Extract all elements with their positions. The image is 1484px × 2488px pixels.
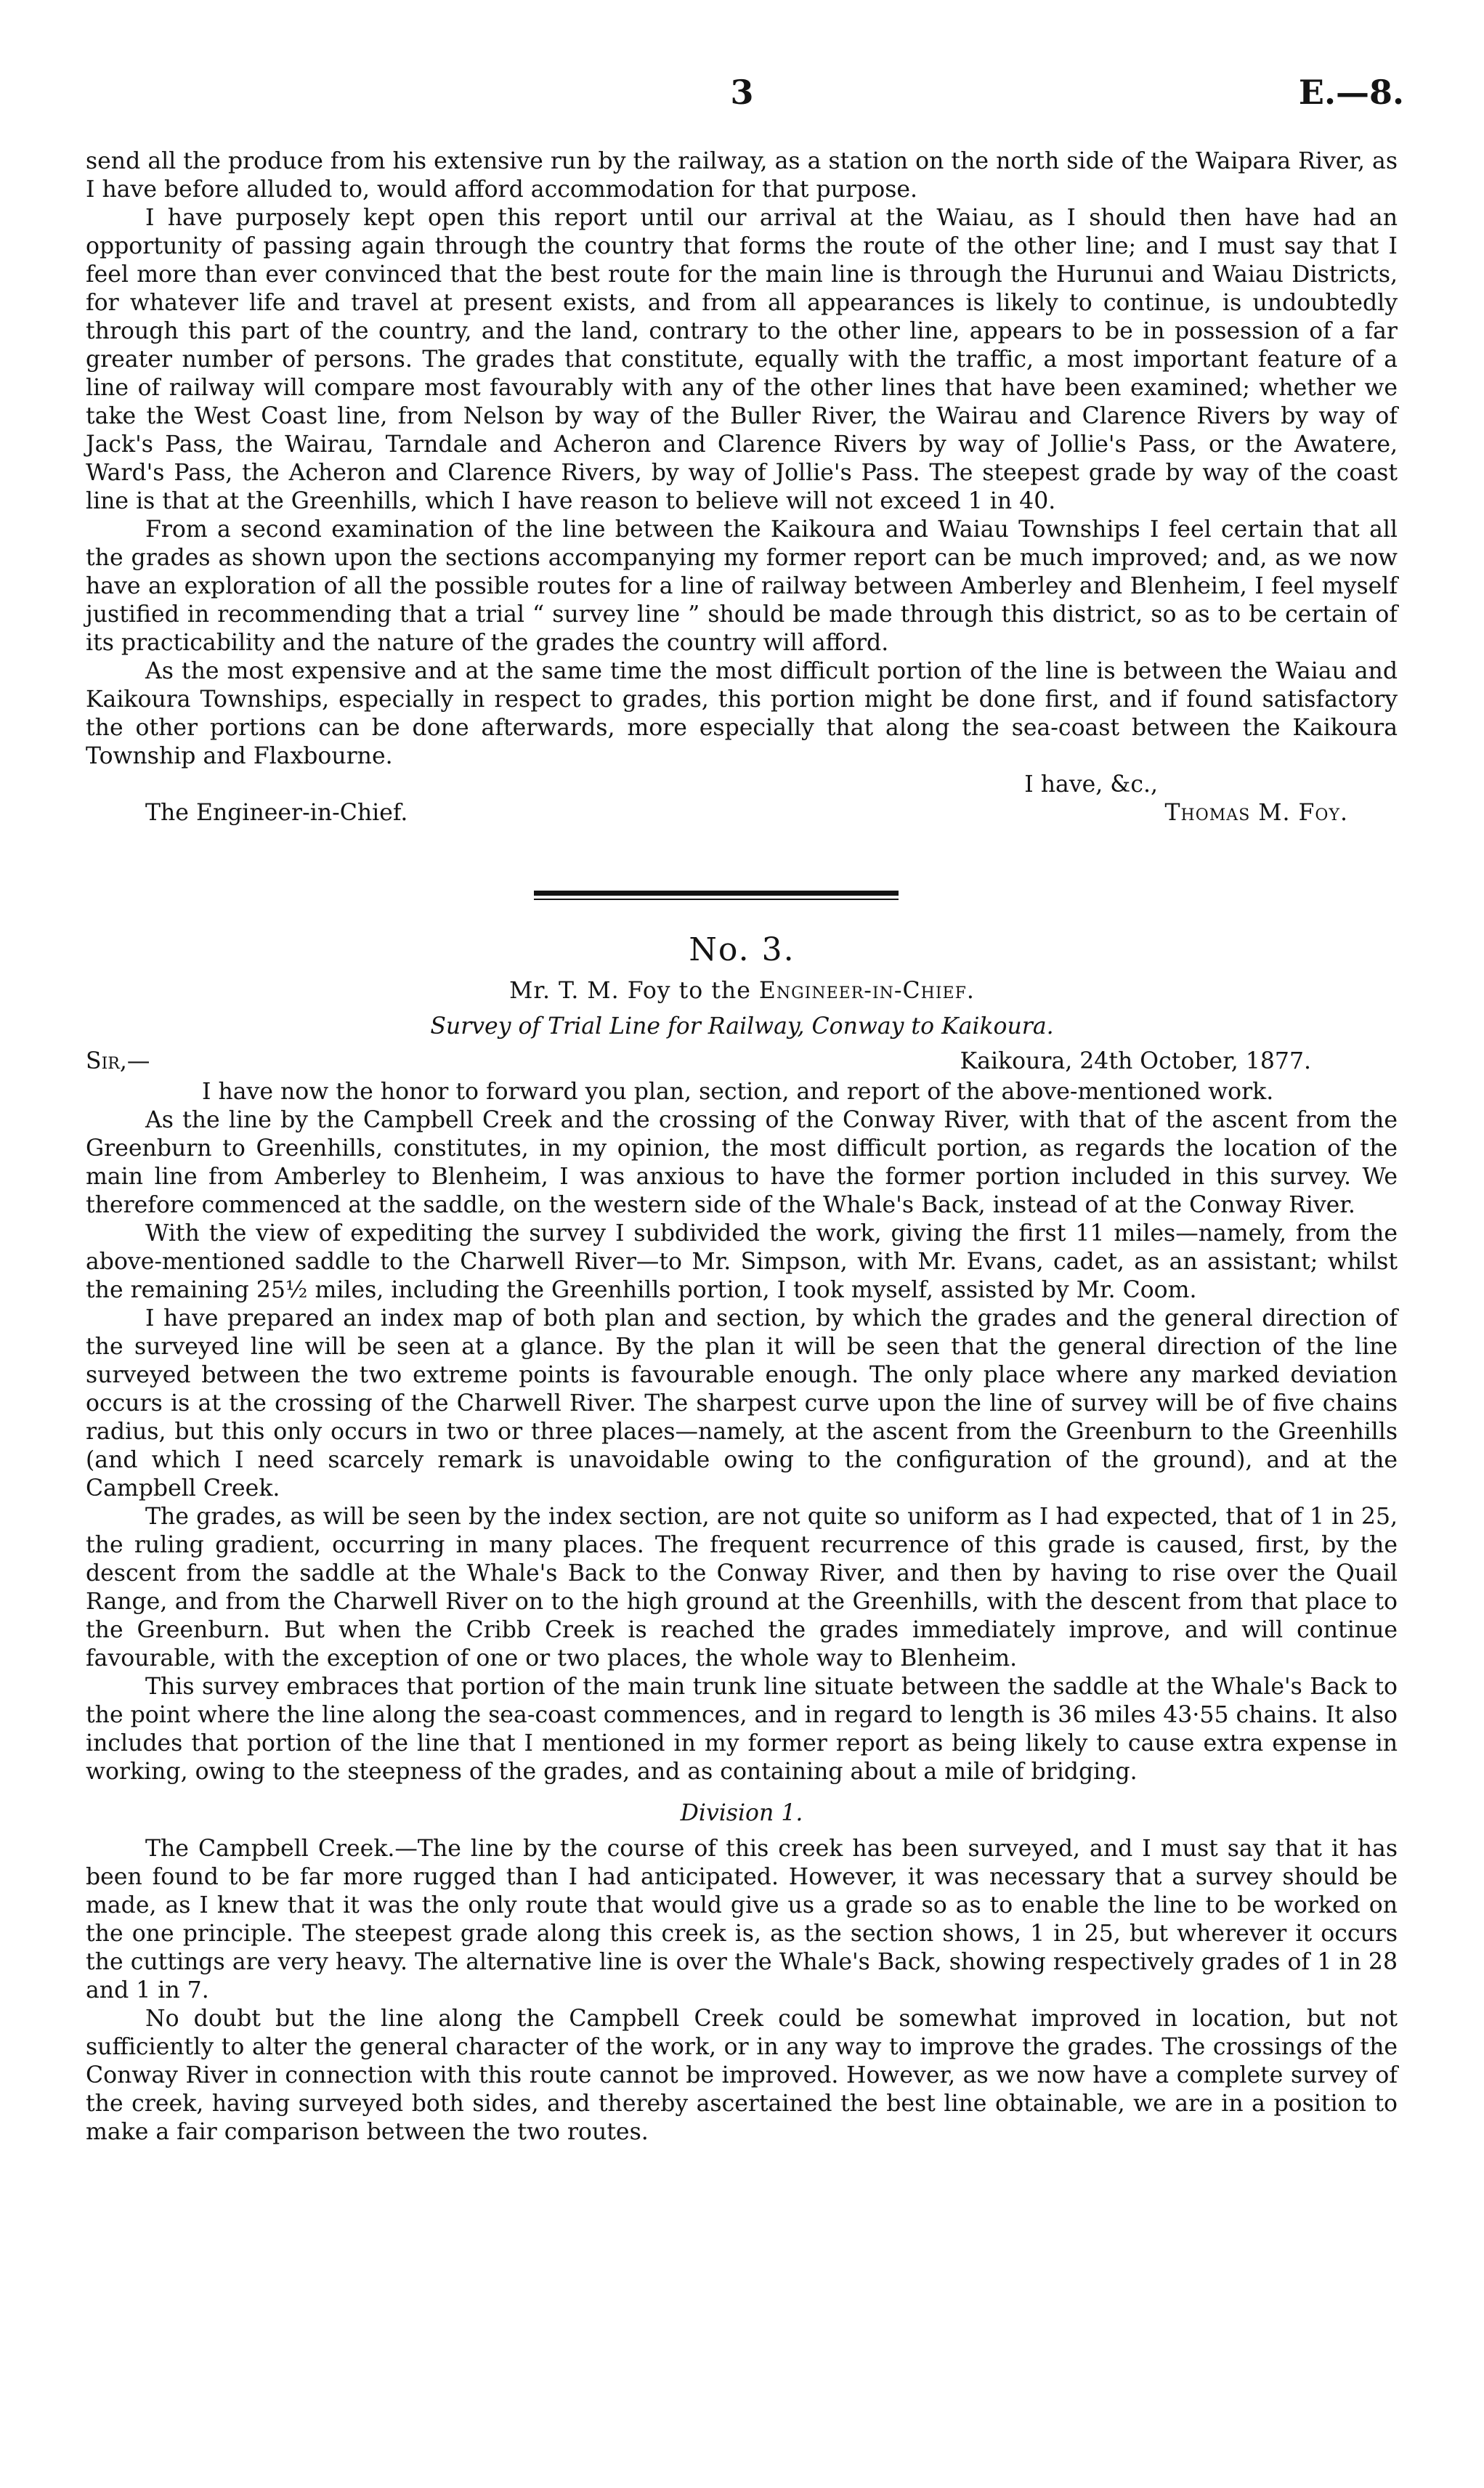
paragraph: With the view of expediting the survey I subdivided the work, giving the first 11 miles—namely, from the above-mentioned saddle to the Charwell River—to Mr. Simpson, with Mr. Evans, cadet, as an assistant; whilst the remaining 25½ miles, including the Greenhills portion, I took myself, assisted by Mr. Coom. [86, 1220, 1398, 1303]
signature: Thomas M. Foy. [1164, 800, 1348, 826]
report-continuation [86, 147, 1398, 827]
section-divider-rule [534, 891, 899, 896]
paragraph: From a second examination of the line between the Kaikoura and Waiau Townships I feel certain that all the grades as shown upon the sections accompanying my former report can be much improved; and, as we now have an exploration of all the possible routes for a line of railway between Amberley and Blenheim, I feel myself justified in recommending that a trial “ survey line ” should be made through this district, so as to be certain of its practicability and the nature of the grades the country will afford. [86, 516, 1398, 656]
paragraph: As the most expensive and at the same time the most difficult portion of the line is between the Waiau and Kaikoura Townships, especially in respect to grades, this portion might be done first, and if found satisfactory the other portions can be done afterwards, more especially that along the sea-coast between the Kaikoura Township and Flaxbourne. [86, 658, 1398, 769]
closing-line [86, 771, 1398, 799]
paragraph: No doubt but the line along the Campbell Creek could be somewhat improved in location, but not sufficiently to alter the general character of the work, or in any way to improve the grades. The crossings of the Conway River in connection with this route cannot be improved. However, as we now have a complete survey of the creek, having surveyed both sides, and thereby ascertained the best line obtainable, we are in a position to make a fair comparison between the two routes. [86, 2006, 1398, 2145]
addressee: The Engineer-in-Chief. [145, 800, 408, 826]
paragraph: As the line by the Campbell Creek and the crossing of the Conway River, with that of the ascent from the Greenburn to Greenhills, constitutes, in my opinion, the most difficult portion, as regards the location of the main line from Amberley to Blenheim, I was anxious to have the former portion included in this survey. We therefore commenced at the saddle, on the western side of the Whale's Back, instead of at the Conway River. [86, 1107, 1398, 1218]
paragraph: I have now the honor to forward you plan, section, and report of the above-mentioned work. [202, 1079, 1274, 1105]
paragraph: This survey embraces that portion of the main trunk line situate between the saddle at the Whale's Back to the point where the line along the sea-coast commences, and in regard to length is 36 miles 43·55 chains. It also includes that portion of the line that I mentioned in my former report as being likely to cause extra expense in working, owing to the steepness of the grades, and as containing about a mile of bridging. [86, 1674, 1398, 1785]
signature-row [86, 799, 1398, 827]
paragraph: The grades, as will be seen by the index section, are not quite so uniform as I had expected, that of 1 in 25, the ruling gradient, occurring in many places. The frequent recurrence of this grade is caused, first, by the descent from the saddle at the Whale's Back to the Conway River, and then by having to rise over the Quail Range, and from the Charwell River on to the high ground at the Greenhills, with the descent from that place to the Greenburn. But when the Cribb Creek is reached the grades immediately improve, and will continue favourable, with the exception of one or two places, the whole way to Blenheim. [86, 1504, 1398, 1672]
page-number: 3 [730, 73, 754, 112]
letter-body [86, 1078, 1398, 2147]
letter-number: No. 3. [689, 931, 795, 968]
document-code: E.—8. [1298, 73, 1404, 112]
division-heading: Division 1. [680, 1800, 803, 1826]
salutation-row [86, 1048, 1398, 1077]
paragraph: I have purposely kept open this report until our arrival at the Waiau, as I should then have had an opportunity of passing again through the country that forms the route of the other line; and I must say that I feel more than ever convinced that the best route for the main line is through the Hurunui and Waiau Districts, for whatever life and travel at present exists, and from all appearances is likely to continue, is undoubtedly through this part of the country, and the land, contrary to the other line, appears to be in possession of a far greater number of persons. The grades that constitute, equally with the traffic, a most important feature of a line of railway will compare most favourably with any of the other lines that have been examined; whether we take the West Coast line, from Nelson by way of the Buller River, the Wairau and Clarence Rivers by way of Jack's Pass, the Wairau, Tarndale and Acheron and Clarence Rivers by way of Jollie's Pass, or the Awatere, Ward's Pass, the Acheron and Clarence Rivers, by way of Jollie's Pass. The steepest grade by way of the coast line is that at the Greenhills, which I have reason to believe will not exceed 1 in 40. [86, 205, 1398, 514]
paragraph: The Campbell Creek.—The line by the course of this creek has been surveyed, and I must say that it has been found to be far more rugged than I had anticipated. However, it was necessary that a survey should be made, as I knew that it was the only route that would give us a grade so as to enable the line to be worked on the one principle. The steepest grade along this creek is, as the section shows, 1 in 25, but wherever it occurs the cuttings are very heavy. The alternative line is over the Whale's Back, showing respectively grades of 1 in 28 and 1 in 7. [86, 1836, 1398, 2003]
paragraph: send all the produce from his extensive run by the railway, as a station on the north side of the Waipara River, as I have before alluded to, would afford accommodation for that purpose. [86, 148, 1398, 203]
section-divider-rule-thin [534, 899, 899, 900]
salutation: Sir,— [86, 1048, 150, 1074]
letter-heading-prefix: Mr. T. M. Foy to the [509, 978, 751, 1004]
place-date: Kaikoura, 24th October, 1877. [960, 1048, 1311, 1074]
running-head [80, 73, 1404, 123]
letter-heading [0, 978, 1484, 1004]
closing: I have, &c., [1024, 771, 1158, 798]
letter-heading-recipient: Engineer-in-Chief. [758, 978, 975, 1004]
letter-subject: Survey of Trial Line for Railway, Conway to Kaikoura. [430, 1013, 1054, 1040]
paragraph: I have prepared an index map of both plan and section, by which the grades and the general direction of the surveyed line will be seen at a glance. By the plan it will be seen that the general direction of the line surveyed between the two extreme points is favourable enough. The only place where any marked deviation occurs is at the crossing of the Charwell River. The sharpest curve upon the line of survey will be of five chains radius, but this only occurs in two or three places—namely, at the ascent from the Greenburn to the Greenhills (and which I need scarcely remark is unavoidable owing to the configuration of the ground), and at the Campbell Creek. [86, 1305, 1398, 1502]
